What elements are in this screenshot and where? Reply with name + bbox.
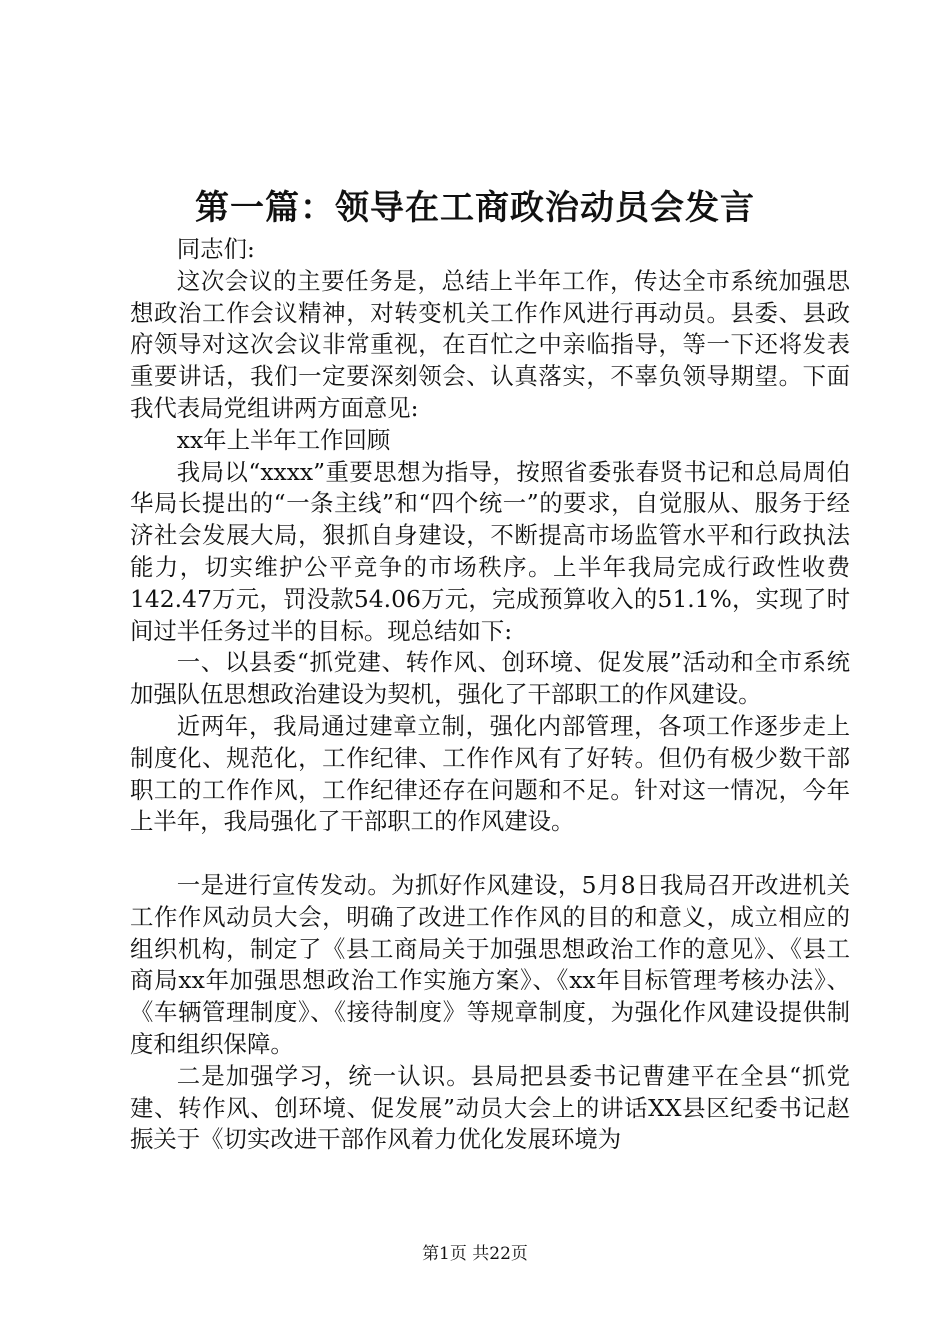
paragraph: 这次会议的主要任务是，总结上半年工作，传达全市系统加强思想政治工作会议精神，对转变机关工作作风进行再动员。县委、县政府领导对这次会议非常重视，在百忙之中亲临指导，等一下还将发表重要讲话，我们一定要深刻领会、认真落实，不辜负领导期望。下面我代表局党组讲两方面意见:	[130, 266, 850, 422]
paragraph: 二是加强学习，统一认识。县局把县委书记曹建平在全县“抓党建、转作风、创环境、促发展”动员大会上的讲话XX县区纪委书记赵振关于《切实改进干部作风着力优化发展环境为	[130, 1061, 850, 1154]
document-title: 第一篇：领导在工商政治动员会发言	[195, 188, 755, 228]
paragraph: 一、以县委“抓党建、转作风、创环境、促发展”活动和全市系统加强队伍思想政治建设为契机，强化了干部职工的作风建设。	[130, 648, 850, 709]
page-footer: 第1页 共22页	[422, 1244, 528, 1264]
section-heading: xx年上半年工作回顾	[176, 425, 391, 454]
paragraph: 一是进行宣传发动。为抓好作风建设，5月8日我局召开改进机关工作作风动员大会，明确了改进工作作风的目的和意义，成立相应的组织机构，制定了《县工商局关于加强思想政治工作的意见》、《县工商局xx年加强思想政治工作实施方案》、《xx年目标管理考核办法》、《车辆管理制度》、《接待制度》等规章制度，为强化作风建设提供制度和组织保障。	[130, 870, 850, 1058]
paragraph: 我局以“xxxx”重要思想为指导，按照省委张春贤书记和总局周伯华局长提出的“一条主线”和“四个统一”的要求，自觉服从、服务于经济社会发展大局，狠抓自身建设，不断提高市场监管水平和行政执法能力，切实维护公平竞争的市场秩序。上半年我局完成行政性收费142.47万元，罚没款54.06万元，完成预算收入的51.1%，实现了时间过半任务过半的目标。现总结如下:	[130, 457, 850, 645]
paragraph-salutation: 同志们:	[176, 235, 255, 263]
paragraph: 近两年，我局通过建章立制，强化内部管理，各项工作逐步走上制度化、规范化，工作纪律、工作作风有了好转。但仍有极少数干部职工的工作作风，工作纪律还存在问题和不足。针对这一情况，今年上半年，我局强化了干部职工的作风建设。	[130, 711, 850, 836]
document-body	[130, 234, 850, 1156]
